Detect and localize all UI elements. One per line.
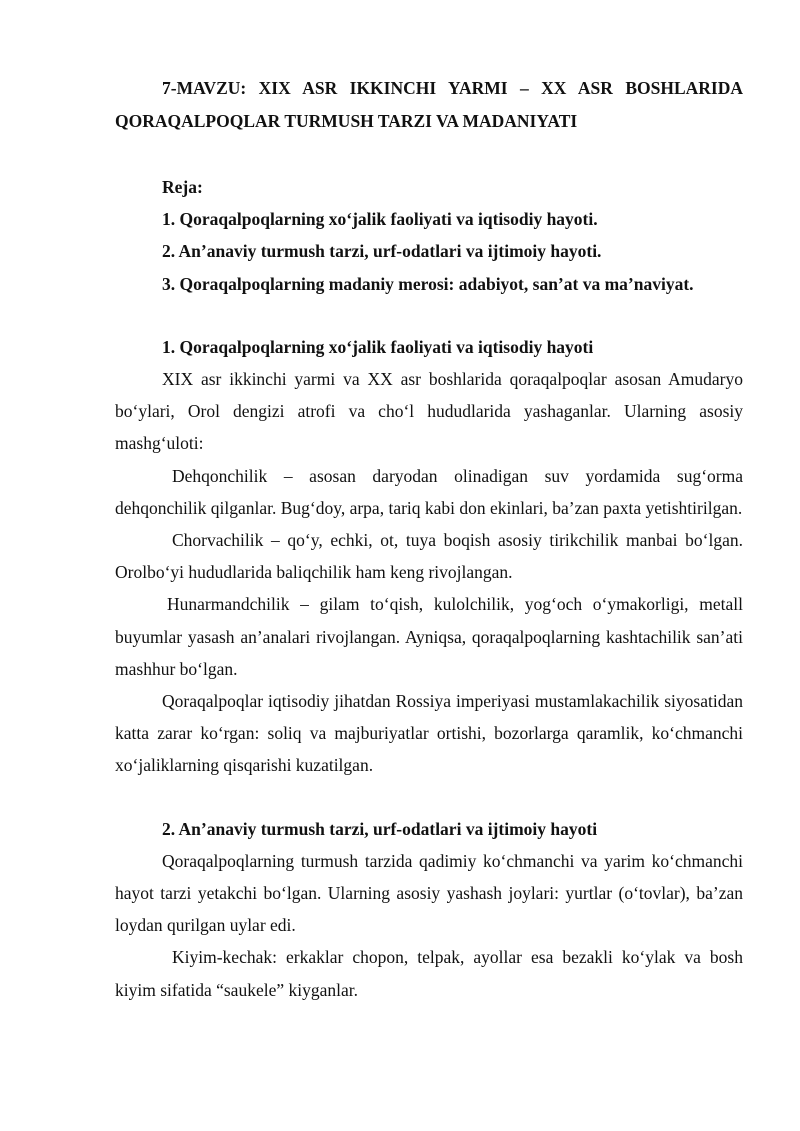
plan-item-2: 2. An’anaviy turmush tarzi, urf-odatlari va ijtimoiy hayoti.: [162, 241, 602, 262]
document-title: 7-MAVZU: XIX ASR IKKINCHI YARMI – XX ASR BOSHLARIDA QORAQALPOQLAR TURMUSH TARZI VA MADANIYATI: [115, 78, 743, 131]
economy-paragraph: Qoraqalpoqlar iqtisodiy jihatdan Rossiya imperiyasi mustamlakachilik siyosatidan katta zarar ko‘rgan: soliq va majburiyatlar ortishi, bozorlarga qaramlik, ko‘chmanchi xo‘jaliklarning qisqarishi kuzatilgan.: [115, 691, 743, 776]
section-1-heading: 1. Qoraqalpoqlarning xo‘jalik faoliyati va iqtisodiy hayoti: [162, 336, 594, 357]
farming-paragraph: Dehqonchilik – asosan daryodan olinadigan suv yordamida sug‘orma dehqonchilik qilganlar. Bug‘doy, arpa, tariq kabi don ekinlari, ba’zan paxta yetishtirilgan.: [115, 465, 743, 518]
crafts-paragraph: Hunarmandchilik – gilam to‘qish, kulolchilik, yog‘och o‘ymakorligi, metall buyumlar yasash an’analari rivojlangan. Ayniqsa, qoraqalpoqlarning kashtachilik san’ati mashhur bo‘lgan.: [115, 594, 743, 679]
livestock-paragraph: Chorvachilik – qo‘y, echki, ot, tuya boqish asosiy tirikchilik manbai bo‘lgan. Orolbo‘yi hududlarida baliqchilik ham keng rivojlangan.: [115, 530, 743, 583]
section-2-heading: 2. An’anaviy turmush tarzi, urf-odatlari va ijtimoiy hayoti: [162, 818, 598, 839]
plan-heading: Reja:: [162, 177, 203, 197]
plan-item-3: 3. Qoraqalpoqlarning madaniy merosi: adabiyot, san’at va ma’naviyat.: [162, 273, 694, 294]
plan-item-1: 1. Qoraqalpoqlarning xo‘jalik faoliyati va iqtisodiy hayoti.: [162, 209, 598, 230]
section-1-intro-paragraph: XIX asr ikkinchi yarmi va XX asr boshlarida qoraqalpoqlar asosan Amudaryo bo‘ylari, Orol dengizi atrofi va cho‘l hududlarida yashaganlar. Ularning asosiy mashg‘uloti:: [115, 369, 743, 454]
clothing-paragraph: Kiyim-kechak: erkaklar chopon, telpak, ayollar esa bezakli ko‘ylak va bosh kiyim sifatida “saukele” kiyganlar.: [115, 947, 743, 1000]
lifestyle-paragraph: Qoraqalpoqlarning turmush tarzida qadimiy ko‘chmanchi va yarim ko‘chmanchi hayot tarzi yetakchi bo‘lgan. Ularning asosiy yashash joylari: yurtlar (o‘tovlar), ba’zan loydan qurilgan uylar edi.: [115, 850, 743, 936]
